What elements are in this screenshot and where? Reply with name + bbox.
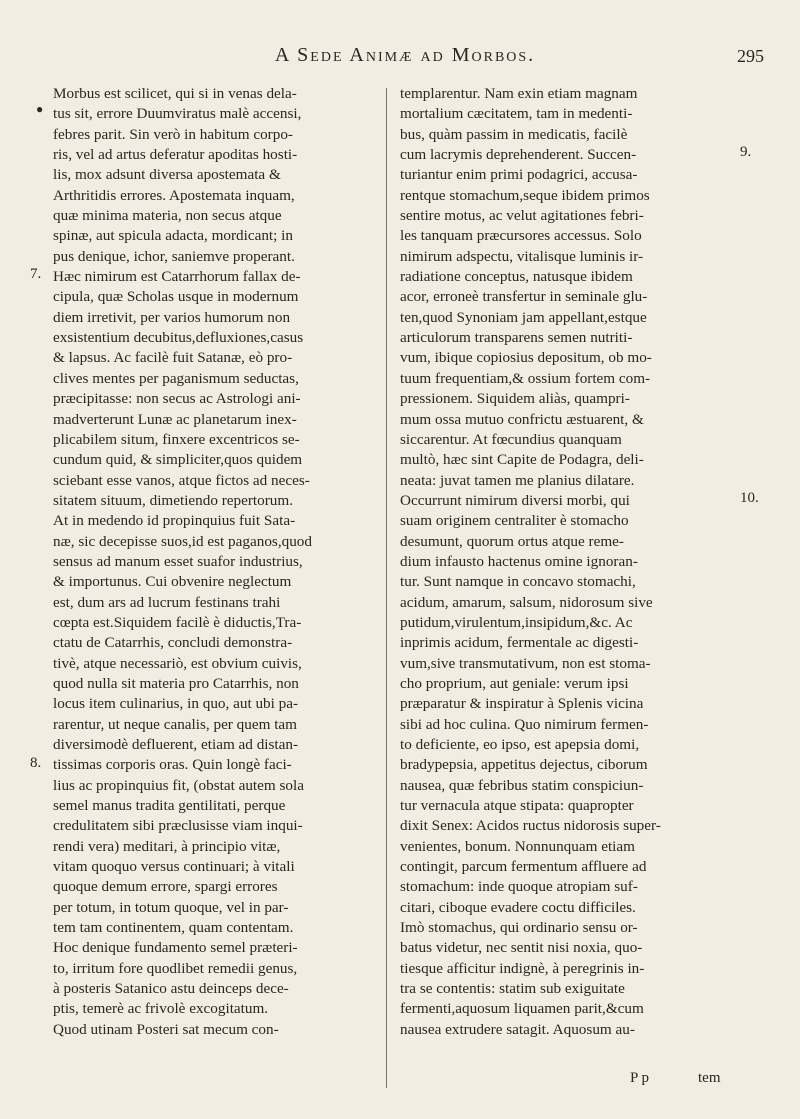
text-line: siccarentur. At fœcundius quanquam bbox=[400, 430, 622, 448]
text-line: Hæc nimirum est Catarrhorum fallax de- bbox=[53, 268, 301, 286]
text-line: cipula, quæ Scholas usque in modernum bbox=[53, 288, 299, 306]
column-divider bbox=[386, 88, 387, 1088]
text-line: Morbus est scilicet, qui si in venas dela- bbox=[53, 85, 297, 102]
margin-number-10: 10. bbox=[740, 490, 759, 506]
text-line: exsistentium decubitus,defluxiones,casus bbox=[53, 329, 304, 347]
text-line: ptis, temerè ac frivolè excogitatum. bbox=[53, 1000, 269, 1018]
text-line: pus denique, ichor, saniemve properant. bbox=[53, 247, 295, 265]
margin-number-7: 7. bbox=[30, 266, 42, 282]
text-line: bradypepsia, appetitus dejectus, ciborum bbox=[400, 756, 648, 774]
text-line: febres parit. Sin verò in habitum corpo- bbox=[53, 125, 293, 143]
text-line: turiantur enim primi podagrici, accusa- bbox=[400, 166, 638, 184]
text-line: lis, mox adsunt diversa apostemata & bbox=[53, 166, 281, 184]
text-line: præcipitasse: non secus ac Astrologi ani- bbox=[53, 390, 301, 408]
text-line: tur. Sunt namque in concavo stomachi, bbox=[400, 573, 636, 591]
text-line: sibi ad hoc culina. Quo nimirum fermen- bbox=[400, 715, 649, 733]
text-line: acidum, amarum, salsum, nidorosum sive bbox=[400, 593, 653, 611]
text-line: & lapsus. Ac facilè fuit Satanæ, eò pro- bbox=[53, 349, 293, 367]
text-line: rentque stomachum,seque ibidem primos bbox=[400, 186, 650, 204]
text-line: cundum quid, & simpliciter,quos quidem bbox=[53, 451, 303, 469]
text-line: les tanquam præcursores accessus. Solo bbox=[400, 227, 642, 245]
text-line: spinæ, aut spicula adacta, mordicant; in bbox=[53, 227, 293, 245]
text-line: cœpta est.Siquidem facilè è diductis,Tra- bbox=[53, 613, 302, 631]
text-line: à posteris Satanico astu deinceps dece- bbox=[53, 980, 289, 998]
text-line: ten,quod Synoniam jam appellant,estque bbox=[400, 308, 647, 326]
text-line: & importunus. Cui obvenire neglectum bbox=[53, 573, 292, 591]
text-line: Arthritidis errores. Apostemata inquam, bbox=[53, 186, 295, 204]
text-line: vum, ibique copiosius depositum, ob mo- bbox=[400, 349, 652, 367]
signature-mark: P p bbox=[630, 1070, 650, 1086]
text-line: semel manus tradita gentilitati, perque bbox=[53, 797, 286, 815]
text-line: tiesque afficitur indignè, à peregrinis in- bbox=[400, 959, 645, 977]
margin-mark: ● bbox=[36, 102, 44, 116]
text-line: nausea extrudere satagit. Aquosum au- bbox=[400, 1020, 635, 1038]
margin-number-9: 9. bbox=[740, 144, 752, 160]
text-line: vitam quoquo versus continuari; à vitali bbox=[53, 858, 295, 876]
text-line: mum ossa mutuo confrictu æstuarent, & bbox=[400, 410, 644, 428]
text-line: tuum frequentiam,& ossium fortem com- bbox=[400, 369, 651, 387]
text-line: ctatu de Catarrhis, concludi demonstra- bbox=[53, 634, 293, 652]
text-line: nausea, quæ febribus statim conspiciun- bbox=[400, 776, 644, 794]
text-line: sentire motus, ac velut agitationes febri- bbox=[400, 207, 644, 225]
text-line: tra se contentis: statim sub exiguitate bbox=[400, 980, 625, 998]
text-line: credulitatem sibi præclusisse viam inqui- bbox=[53, 817, 303, 835]
text-line: cho proprium, aut geniale: verum ipsi bbox=[400, 674, 629, 692]
text-line: dium infausto hactenus omine ignoran- bbox=[400, 552, 638, 570]
page-number: 295 bbox=[737, 46, 764, 66]
text-line: putidum,virulentum,insipidum,&c. Ac bbox=[400, 613, 633, 631]
text-line: stomachum: inde quoque atropiam suf- bbox=[400, 878, 638, 896]
text-line: pressionem. Siquidem aliàs, quampri- bbox=[400, 390, 630, 408]
text-line: contingit, parcum fermentum affluere ad bbox=[400, 858, 647, 876]
text-line: suam originem centraliter è stomacho bbox=[400, 512, 629, 530]
text-line: næ, sic decepisse suos,id est paganos,quod bbox=[53, 532, 312, 550]
text-line: At in medendo id propinquius fuit Sata- bbox=[53, 512, 296, 530]
text-line: dixit Senex: Acidos ructus nidorosis super- bbox=[400, 817, 661, 835]
text-line: fermenti,aquosum liquamen parit,&cum bbox=[400, 1000, 644, 1018]
text-line: sciebant esse vanos, atque fictos ad neces- bbox=[53, 471, 310, 489]
left-text-column bbox=[53, 84, 373, 1040]
text-line: lius ac propinquius fit, (obstat autem sola bbox=[53, 776, 304, 794]
text-line: mortalium cæcitatem, tam in medenti- bbox=[400, 105, 633, 123]
text-line: plicabilem situm, finxere excentricos se- bbox=[53, 430, 300, 448]
text-line: locus item culinarius, in quo, aut ubi pa- bbox=[53, 695, 299, 713]
text-line: Imò stomachus, qui ordinario sensu or- bbox=[400, 919, 638, 937]
text-line: to deficiente, eo ipso, est apepsia domi, bbox=[400, 736, 640, 753]
text-line: acor, erroneè transfertur in seminale glu- bbox=[400, 288, 648, 306]
text-line: tivè, atque necessariò, est obvium cuivis, bbox=[53, 654, 302, 672]
text-line: quod nulla sit materia pro Catarrhis, non bbox=[53, 674, 299, 692]
text-line: tus sit, errore Duumviratus malè accensi, bbox=[53, 105, 302, 123]
margin-number-8: 8. bbox=[30, 755, 42, 771]
text-line: Occurrunt nimirum diversi morbi, qui bbox=[400, 491, 630, 509]
text-line: to, irritum fore quodlibet remedii genus, bbox=[53, 959, 298, 977]
text-line: diversimodè defluerent, etiam ad distan- bbox=[53, 736, 299, 753]
text-line: rarentur, ut neque canalis, per quem tam bbox=[53, 715, 297, 733]
text-line: quæ minima materia, non secus atque bbox=[53, 207, 282, 225]
text-line: quoque demum errore, spargi errores bbox=[53, 878, 278, 896]
text-line: batus videtur, nec sentit nisi noxia, quo- bbox=[400, 939, 643, 957]
text-line: clives mentes per paganismum seductas, bbox=[53, 369, 299, 387]
text-line: diem irretivit, per varios humorum non bbox=[53, 308, 291, 326]
text-line: articulorum transparens semen nutriti- bbox=[400, 329, 633, 347]
text-line: Quod utinam Posteri sat mecum con- bbox=[53, 1020, 279, 1038]
text-line: bus, quàm passim in medicatis, facilè bbox=[400, 125, 628, 143]
text-line: tur vernacula atque stipata: quapropter bbox=[400, 797, 634, 815]
text-line: vum,sive transmutativum, non est stoma- bbox=[400, 654, 651, 672]
text-line: cum lacrymis deprehenderent. Succen- bbox=[400, 146, 637, 164]
right-text-column bbox=[400, 84, 730, 1040]
text-line: multò, hæc sint Capite de Podagra, deli- bbox=[400, 451, 644, 469]
text-line: neata: juvat tamen me planius dilatare. bbox=[400, 471, 635, 489]
text-line: inprimis acidum, fermentale ac digesti- bbox=[400, 634, 639, 652]
text-line: Hoc denique fundamento semel præteri- bbox=[53, 939, 298, 957]
text-line: rendi vera) meditari, à principio vitæ, bbox=[53, 837, 281, 855]
catchword: tem bbox=[698, 1070, 721, 1086]
text-line: citari, ciboque evadere coctu difficiles. bbox=[400, 898, 636, 916]
text-line: sensus ad manum esset suafor industrius, bbox=[53, 552, 303, 570]
text-line: ris, vel ad artus deferatur apoditas hosti- bbox=[53, 146, 298, 164]
text-line: præparatur & inspiratur à Splenis vicina bbox=[400, 695, 644, 713]
text-line: tem tam continentem, quam contentam. bbox=[53, 919, 294, 937]
text-line: venientes, bonum. Nonnunquam etiam bbox=[400, 837, 635, 855]
running-header: A Sede Animæ ad Morbos. bbox=[274, 44, 536, 66]
text-line: templarentur. Nam exin etiam magnam bbox=[400, 85, 638, 102]
text-line: est, dum ars ad lucrum festinans trahi bbox=[53, 593, 281, 611]
text-line: nimirum adspectu, vitalisque luminis ir- bbox=[400, 247, 644, 265]
text-line: sitatem situum, dimetiendo repertorum. bbox=[53, 491, 293, 509]
text-line: desumunt, quorum ortus atque reme- bbox=[400, 532, 624, 550]
text-line: tissimas corporis oras. Quin longè faci- bbox=[53, 756, 292, 774]
text-line: radiatione conceptus, natusque ibidem bbox=[400, 268, 633, 286]
text-line: madverterunt Lunæ ac planetarum inex- bbox=[53, 410, 297, 428]
text-line: per totum, in totum quoque, vel in par- bbox=[53, 898, 289, 916]
